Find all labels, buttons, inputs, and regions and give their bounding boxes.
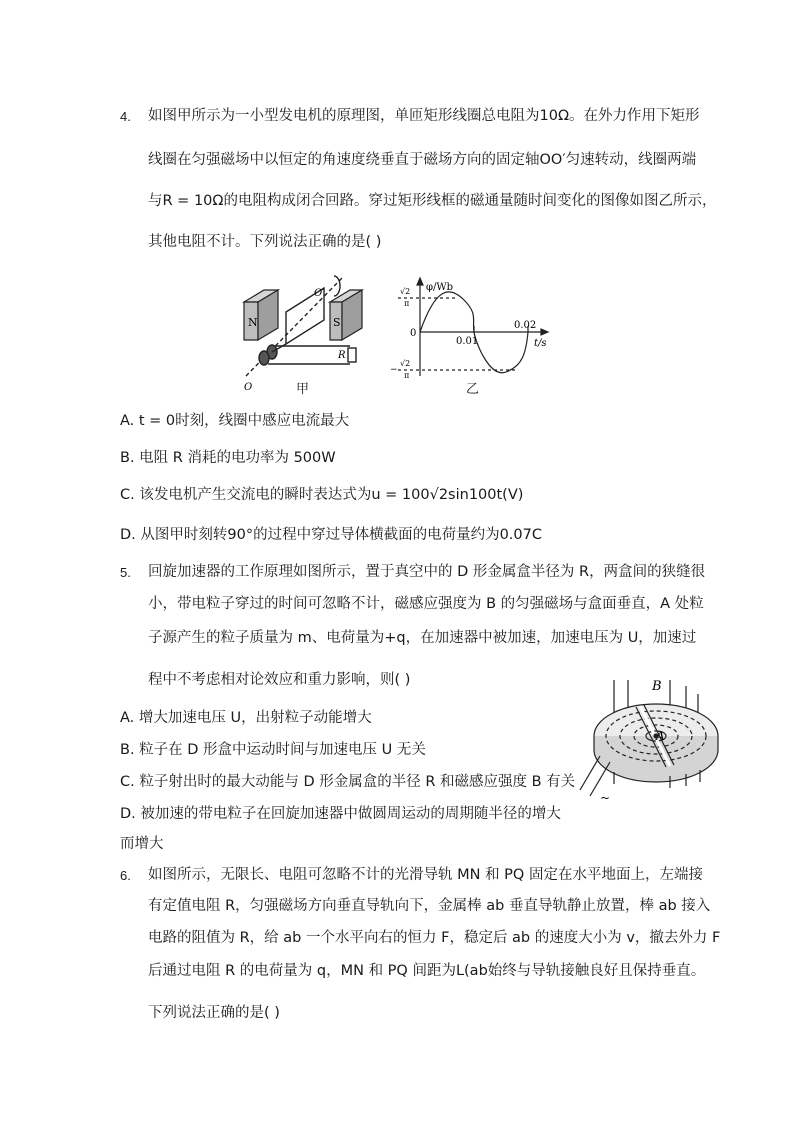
y-min-label: √2 — [400, 359, 411, 368]
q5-option-b: B. 粒子在 D 形盒中运动时间与加速电压 U 无关 — [120, 742, 426, 758]
q4-option-c: C. 该发电机产生交流电的瞬时表达式为u = 100√2sin100t(V) — [120, 487, 524, 503]
q5-option-c: C. 粒子射出时的最大动能与 D 形金属盒的半径 R 和磁感应强度 B 有关 — [120, 774, 576, 790]
q6-line-1: 如图所示，无限长、电阻可忽略不计的光滑导轨 MN 和 PQ 固定在水平地面上，左端接 — [148, 867, 703, 883]
magnet-s-label: S — [333, 316, 341, 329]
q4-line-2: 线圈在匀强磁场中以恒定的角速度绕垂直于磁场方向的固定轴OO′匀速转动，线圈两端 — [148, 152, 697, 168]
ac-source-label: ~ — [600, 791, 611, 805]
source-a-label: A — [656, 729, 665, 743]
q6-line-5: 下列说法正确的是( ) — [148, 1005, 280, 1021]
q5-line-2: 小，带电粒子穿过的时间可忽略不计，磁感应强度为 B 的匀强磁场与盒面垂直，A 处粒 — [148, 596, 704, 612]
q6-line-2: 有定值电阻 R，匀强磁场方向垂直导轨向下，金属棒 ab 垂直导轨静止放置，棒 ab 接入 — [148, 898, 711, 914]
flux-time-graph — [378, 276, 558, 384]
origin-label: 0 — [410, 328, 417, 339]
q4-option-a: A. t = 0时刻，线圈中感应电流最大 — [120, 413, 350, 429]
field-b-label: B — [652, 679, 662, 694]
y-min-den: π — [404, 371, 410, 380]
q4-line-4: 其他电阻不计。下列说法正确的是( ) — [148, 234, 382, 250]
y-axis-label: φ/Wb — [426, 282, 454, 293]
magnet-n-label: N — [248, 316, 258, 329]
q4-line-3: 与R = 10Ω的电阻构成闭合回路。穿过矩形线框的磁通量随时间变化的图像如图乙所示， — [148, 193, 717, 209]
q6-line-3: 电路的阻值为 R，给 ab 一个水平向右的恒力 F，稳定后 ab 的速度大小为 v，撤去外力 F — [148, 930, 721, 946]
q5-option-d-cont: 而增大 — [120, 836, 164, 852]
q5-line-1: 回旋加速器的工作原理如图所示，置于真空中的 D 形金属盒半径为 R，两盒间的狭缝很 — [148, 564, 706, 580]
q5-option-d: D. 被加速的带电粒子在回旋加速器中做圆周运动的周期随半径的增大 — [120, 806, 561, 822]
q6-number: 6. — [120, 868, 131, 883]
q4-number: 4. — [120, 109, 131, 124]
y-max-label: √2 — [400, 287, 411, 296]
figure-yi-caption: 乙 — [466, 382, 480, 397]
q4-option-d: D. 从图甲时刻转90°的过程中穿过导体横截面的电荷量约为0.07C — [120, 527, 542, 543]
generator-figure — [238, 272, 368, 396]
figure-jia-caption: 甲 — [296, 382, 310, 397]
resistor-r-label: R — [338, 350, 346, 361]
tick-0-02-label: 0.02 — [514, 320, 537, 331]
q5-line-4: 程中不考虑相对论效应和重力影响，则( ) — [148, 672, 411, 688]
cyclotron-figure — [570, 676, 720, 806]
q6-line-4: 后通过电阻 R 的电荷量为 q，MN 和 PQ 间距为L(ab始终与导轨接触良好且保持垂直。 — [148, 963, 706, 979]
y-min-sign: − — [390, 365, 398, 375]
q5-option-a: A. 增大加速电压 U，出射粒子动能增大 — [120, 710, 372, 726]
q5-number: 5. — [120, 565, 131, 580]
x-axis-label: t/s — [534, 338, 547, 349]
q5-line-3: 子源产生的粒子质量为 m、电荷量为+q，在加速器中被加速，加速电压为 U，加速过 — [148, 630, 697, 646]
tick-0-01-label: 0.01 — [456, 336, 479, 347]
axis-o-label: O — [244, 382, 253, 393]
q4-line-1: 如图甲所示为一小型发电机的原理图，单匝矩形线圈总电阻为10Ω。在外力作用下矩形 — [148, 108, 700, 124]
q4-option-b: B. 电阻 R 消耗的电功率为 500W — [120, 450, 336, 466]
axis-o-prime-label: O′ — [314, 288, 325, 299]
y-max-den: π — [404, 299, 410, 308]
